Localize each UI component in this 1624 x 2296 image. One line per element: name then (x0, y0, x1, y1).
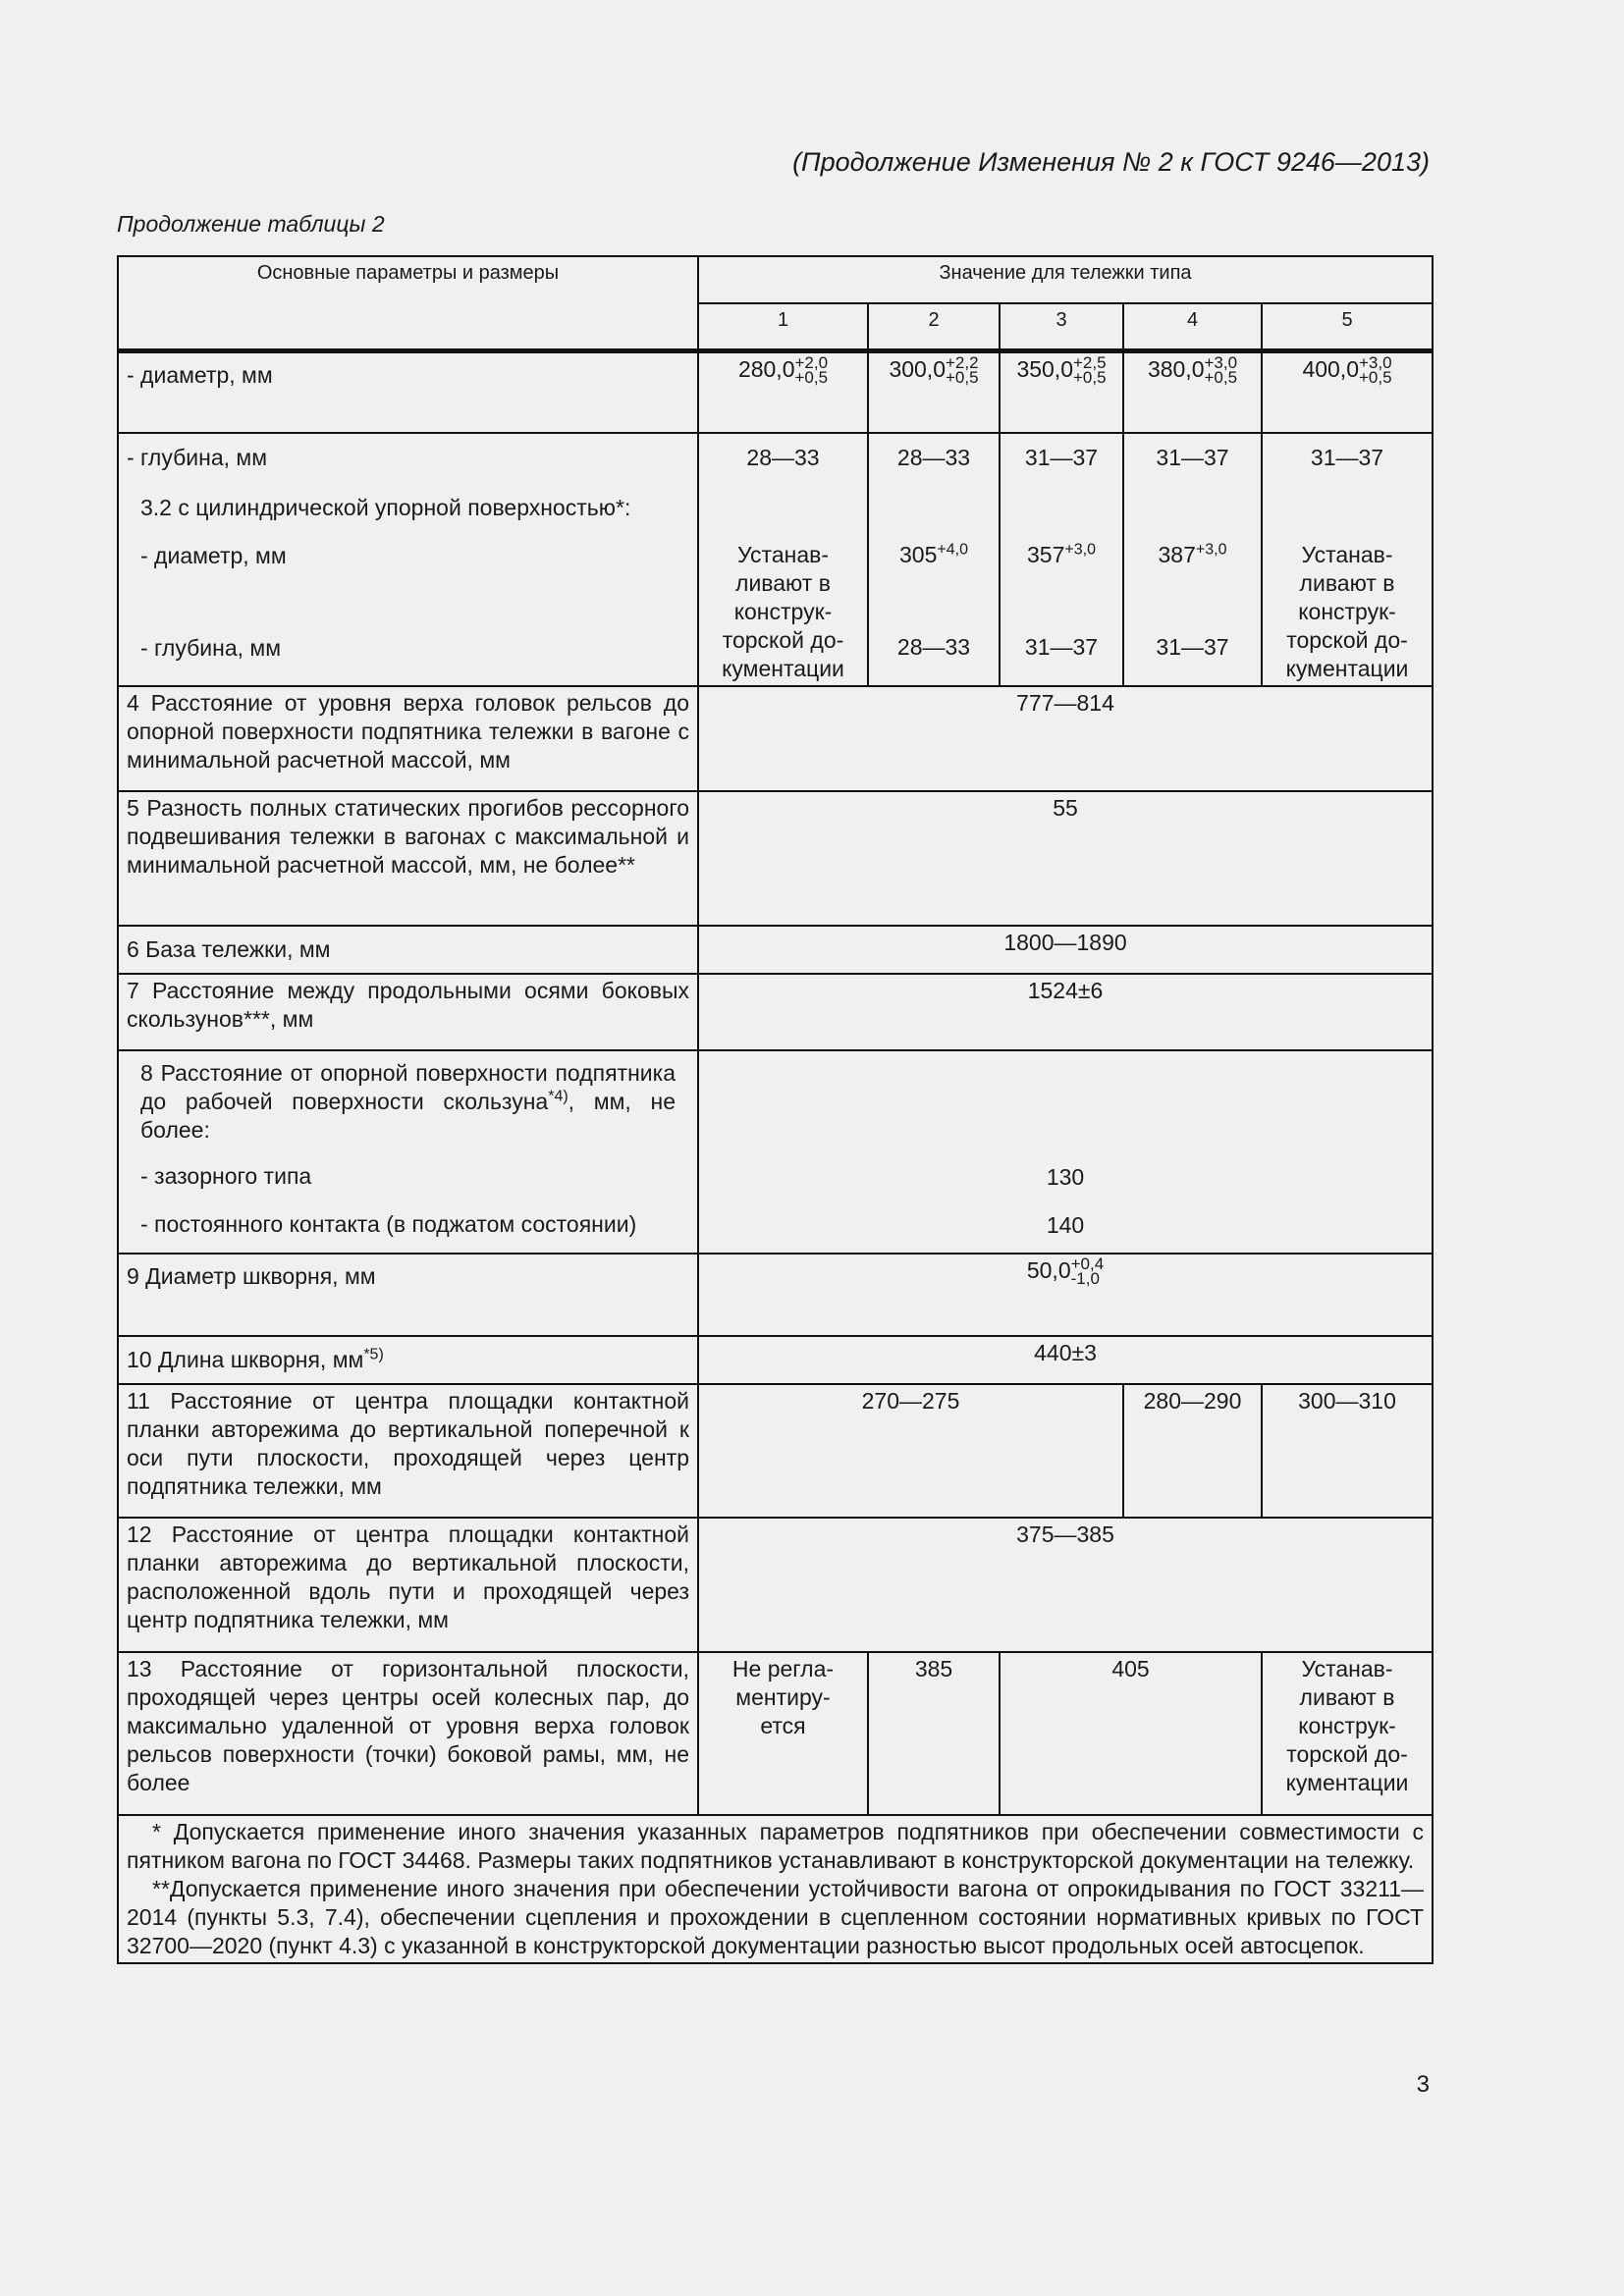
tolerance-value: 50,0 +0,4 -1,0 (698, 1254, 1433, 1336)
row-label: 12 Расстояние от центра площадки контактной планки авторежима до вертикальной плоскости, расположенной вдоль пути и проходящей через центр подпятника тележки, мм (118, 1518, 698, 1652)
cell-value: Устанав- ливают в конструк- торской до- кументации (1262, 482, 1433, 686)
row-11 (118, 1384, 1433, 1518)
tolerance-value: 350,0 +2,5 +0,5 (1000, 350, 1123, 433)
cell-value: 385 (868, 1652, 1000, 1815)
row-10 (118, 1336, 1433, 1384)
cell-value: 300—310 (1262, 1384, 1433, 1518)
row-label: 9 Диаметр шкворня, мм (118, 1254, 698, 1336)
cell-value: 375—385 (698, 1518, 1433, 1652)
cell-value: 28—33 (868, 433, 1000, 482)
cell-value: 28—33 (698, 433, 868, 482)
tolerance-value: 380,0 +3,0 +0,5 (1123, 350, 1262, 433)
cell-value: 777—814 (698, 686, 1433, 791)
header-values: Значение для тележки типа (698, 256, 1433, 303)
row-label: - глубина, мм (118, 433, 698, 482)
parameters-table (117, 255, 1434, 1964)
row-label-block (118, 482, 698, 686)
type-number: 2 (868, 303, 1000, 350)
row-3-2-cylindrical (118, 482, 1433, 686)
row-5 (118, 791, 1433, 926)
row-label: 3.2 с цилиндрической упорной поверхностью*: (140, 495, 631, 520)
header-params: Основные параметры и размеры (118, 256, 698, 350)
cell-value: 440±3 (698, 1336, 1433, 1384)
type-number: 1 (698, 303, 868, 350)
cell-value: Устанав- ливают в конструк- торской до- кументации (1262, 1652, 1433, 1815)
row-label: 11 Расстояние от центра площадки контактной планки авторежима до вертикальной поперечной к оси пути плоскости, проходящей через центр подпятника тележки, мм (118, 1384, 698, 1518)
type-number: 3 (1000, 303, 1123, 350)
cell-value: 31—37 (1262, 433, 1433, 482)
tolerance-value: 300,0 +2,2 +0,5 (868, 350, 1000, 433)
cell-value: Не регла- ментиру- ется (698, 1652, 868, 1815)
row-label: 7 Расстояние между продольными осями боковых скользунов***, мм (118, 974, 698, 1050)
cell-value: $387^{+3,0}$ 31—37 (1123, 482, 1262, 686)
type-number: 4 (1123, 303, 1262, 350)
row-diameter (118, 350, 1433, 433)
cell-value-block (698, 1050, 1433, 1254)
row-4 (118, 686, 1433, 791)
cell-value: 140 (1046, 1212, 1085, 1238)
row-6 (118, 926, 1433, 974)
cell-value: $305^{+4,0}$ 28—33 (868, 482, 1000, 686)
row-12 (118, 1518, 1433, 1652)
cell-value: 280—290 (1123, 1384, 1262, 1518)
notes-row (118, 1815, 1433, 1963)
cell-value: 405 (1000, 1652, 1262, 1815)
row-13 (118, 1652, 1433, 1815)
row-label: - диаметр, мм (140, 543, 287, 568)
row-label: 6 База тележки, мм (118, 926, 698, 974)
cell-value: 55 (698, 791, 1433, 926)
row-label: 8 Расстояние от опорной поверхности подпятника до рабочей поверхности скользуна$^{*4)}$, мм, не более: (140, 1060, 676, 1143)
row-7 (118, 974, 1433, 1050)
row-label: - глубина, мм (140, 635, 282, 661)
footnotes (118, 1815, 1433, 1963)
row-label: - диаметр, мм (118, 350, 698, 433)
cell-value: 130 (1046, 1164, 1085, 1190)
footnote: **Допускается применение иного значения при обеспечении устойчивости вагона от опрокидывания по ГОСТ 33211—2014 (пункты 5.3, 7.4), обеспечении сцепления и прохождении в сцепленном состоянии нормативных кривых по ГОСТ 32700—2020 (пункт 4.3) с указанной в конструкторской документации разностью высот продольных осей автосцепок. (127, 1876, 1425, 1958)
row-label: 5 Разность полных статических прогибов рессорного подвешивания тележки в вагонах с максимальной и минимальной расчетной массой, мм, не более** (118, 791, 698, 926)
cell-value: 31—37 (1123, 433, 1262, 482)
cell-value: Устанав- ливают в конструк- торской до- кументации (698, 482, 868, 686)
row-label: 13 Расстояние от горизонтальной плоскости, проходящей через центры осей колесных пар, до максимально удаленной от уровня верха головок рельсов поверхности (точки) боковой рамы, мм, не более (118, 1652, 698, 1815)
cell-value: 31—37 (1000, 433, 1123, 482)
row-label: - зазорного типа (140, 1163, 312, 1189)
tolerance-value: 280,0 +2,0 +0,5 (698, 350, 868, 433)
cell-value: 270—275 (698, 1384, 1123, 1518)
cell-value: 1800—1890 (698, 926, 1433, 974)
row-label: 4 Расстояние от уровня верха головок рельсов до опорной поверхности подпятника тележки в вагоне с минимальной расчетной массой, мм (118, 686, 698, 791)
cell-value: $357^{+3,0}$ 31—37 (1000, 482, 1123, 686)
row-depth (118, 433, 1433, 482)
table-caption: Продолжение таблицы 2 (117, 211, 385, 237)
row-label: 10 Длина шкворня, $мм^{*5)}$ (118, 1336, 698, 1384)
row-label-block (118, 1050, 698, 1254)
row-label: - постоянного контакта (в поджатом состоянии) (140, 1211, 637, 1237)
row-9 (118, 1254, 1433, 1336)
table-header-row (118, 256, 1433, 303)
footnote: * Допускается применение иного значения указанных параметров подпятников при обеспечении совместимости с пятником вагона по ГОСТ 34468. Размеры таких подпятников устанавливают в конструкторской документации на тележку. (127, 1819, 1425, 1873)
row-8 (118, 1050, 1433, 1254)
cell-value: 1524±6 (698, 974, 1433, 1050)
page-number: 3 (1416, 2071, 1430, 2098)
type-number: 5 (1262, 303, 1433, 350)
page-header: (Продолжение Изменения № 2 к ГОСТ 9246—2013) (792, 147, 1430, 177)
tolerance-value: 400,0 +3,0 +0,5 (1262, 350, 1433, 433)
